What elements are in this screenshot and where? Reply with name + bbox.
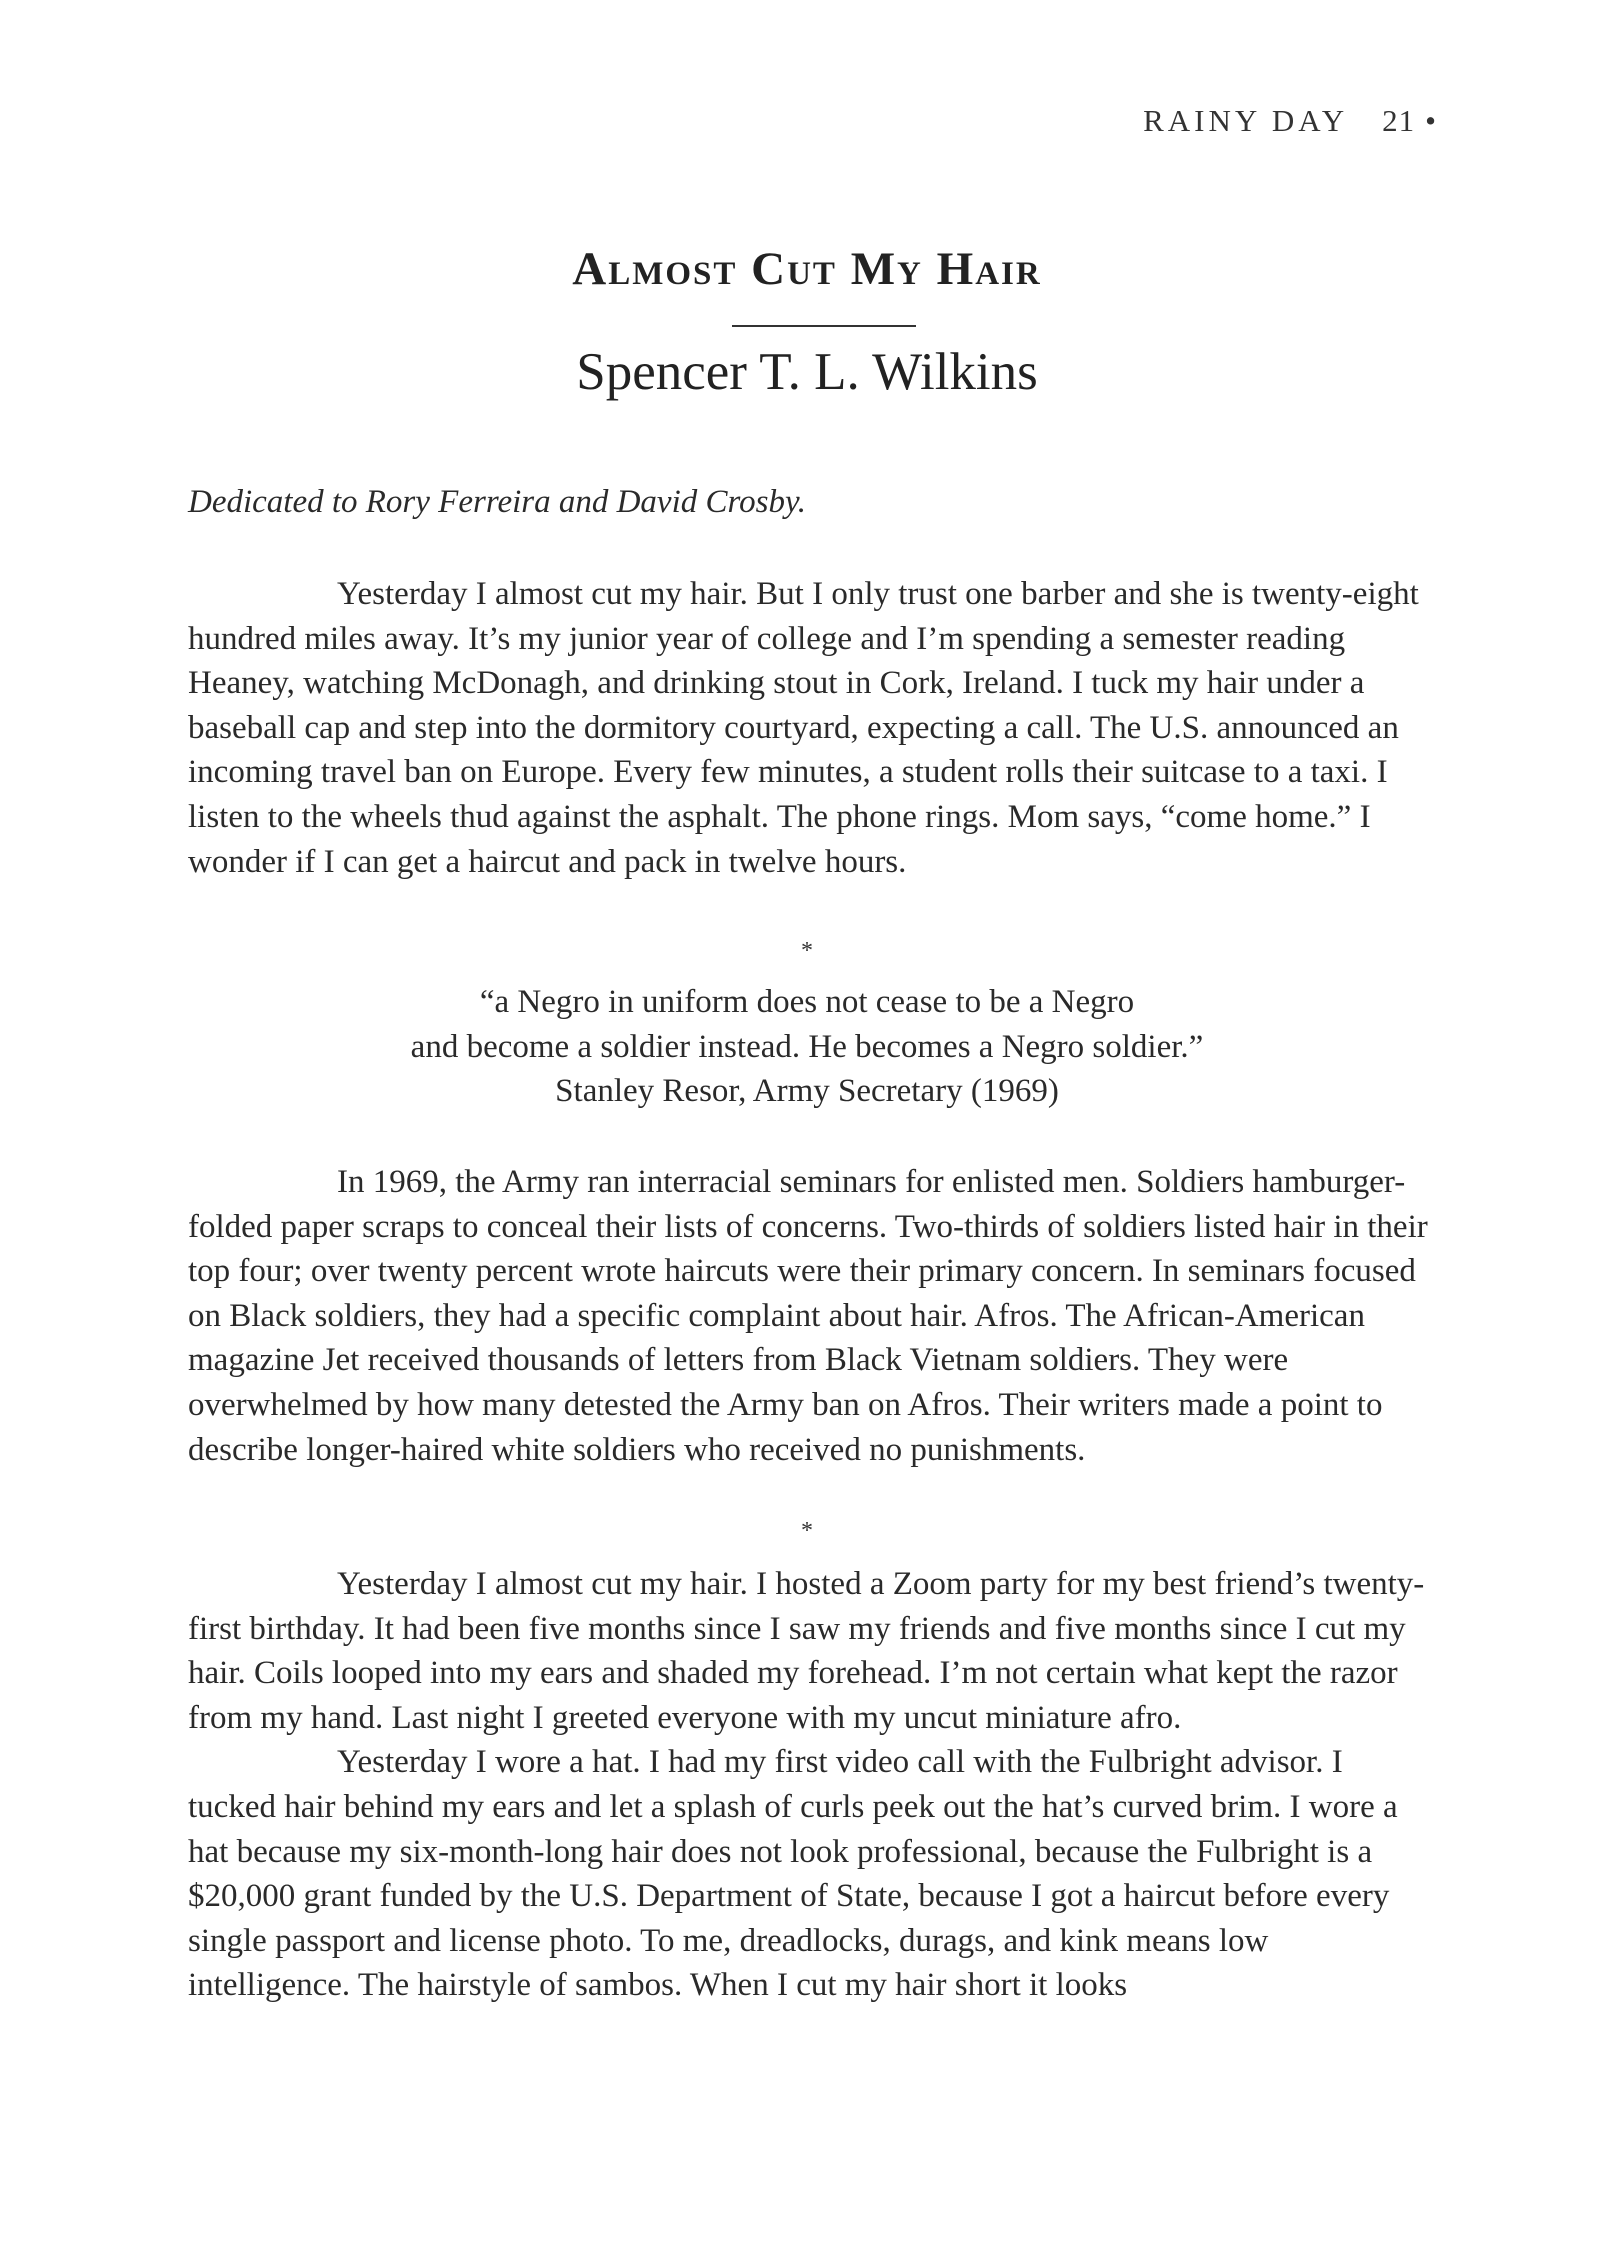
title-rule bbox=[732, 325, 916, 327]
page-number: 21 bbox=[1382, 103, 1416, 138]
running-title: RAINY DAY bbox=[1143, 103, 1349, 138]
paragraph: Yesterday I almost cut my hair. But I only trust one barber and she is twenty-eight hundred miles away. It’s my junior year of college and I’m spending a semester reading Heaney, watching McDonagh, and drinking stout in Cork, Ireland. I tuck my hair under a baseball cap and step into the dormitory courtyard, expecting a call. The U.S. announced an incoming travel ban on Europe. Every few minutes, a student rolls their suitcase to a taxi. I listen to the wheels thud against the asphalt. The phone rings. Mom says, “come home.” I wonder if I can get a haircut and pack in twelve hours. bbox=[188, 576, 1419, 880]
epigraph-line: and become a soldier instead. He becomes a Negro soldier.” bbox=[410, 1028, 1204, 1065]
epigraph-attribution: Stanley Resor, Army Secretary (1969) bbox=[555, 1073, 1059, 1110]
running-head bbox=[1143, 103, 1436, 139]
paragraph: Yesterday I almost cut my hair. I hosted a Zoom party for my best friend’s twenty-first birthday. It had been five months since I saw my friends and five months since I cut my hair. Coils looped into my ears and shaded my forehead. I’m not certain what kept the razor from my hand. Last night I greeted everyone with my uncut miniature afro. bbox=[188, 1566, 1425, 1736]
section-3 bbox=[188, 1562, 1428, 2008]
paragraph: Yesterday I wore a hat. I had my first video call with the Fulbright advisor. I tucked hair behind my ears and let a splash of curls peek out the hat’s curved brim. I wore a hat because my six-month-long hair does not look professional, because the Fulbright is a $20,000 grant funded by the U.S. Department of State, because I got a haircut before every single passport and license photo. To me, dreadlocks, durags, and kink means low intelligence. The hairstyle of sambos. When I cut my hair short it looks bbox=[188, 1744, 1398, 2004]
page-bullet: • bbox=[1425, 103, 1436, 138]
section-1 bbox=[188, 572, 1428, 884]
article-author: Spencer T. L. Wilkins bbox=[576, 343, 1038, 401]
epigraph bbox=[0, 980, 1614, 1114]
section-separator: * bbox=[801, 938, 813, 964]
epigraph-line: “a Negro in uniform does not cease to be a Negro bbox=[479, 984, 1135, 1020]
section-separator: * bbox=[801, 1518, 813, 1544]
paragraph: In 1969, the Army ran interracial seminars for enlisted men. Soldiers hamburger-folded paper scraps to conceal their lists of concerns. Two-thirds of soldiers listed hair in their top four; over twenty percent wrote haircuts were their primary concern. In seminars focused on Black soldiers, they had a specific complaint about hair. Afros. The African-American magazine Jet received thousands of letters from Black Vietnam soldiers. They were overwhelmed by how many detested the Army ban on Afros. Their writers made a point to describe longer-haired white soldiers who received no punishments. bbox=[188, 1164, 1428, 1468]
article-title: Almost Cut My Hair bbox=[572, 243, 1042, 295]
section-2 bbox=[188, 1160, 1428, 1472]
dedication: Dedicated to Rory Ferreira and David Crosby. bbox=[188, 484, 807, 520]
